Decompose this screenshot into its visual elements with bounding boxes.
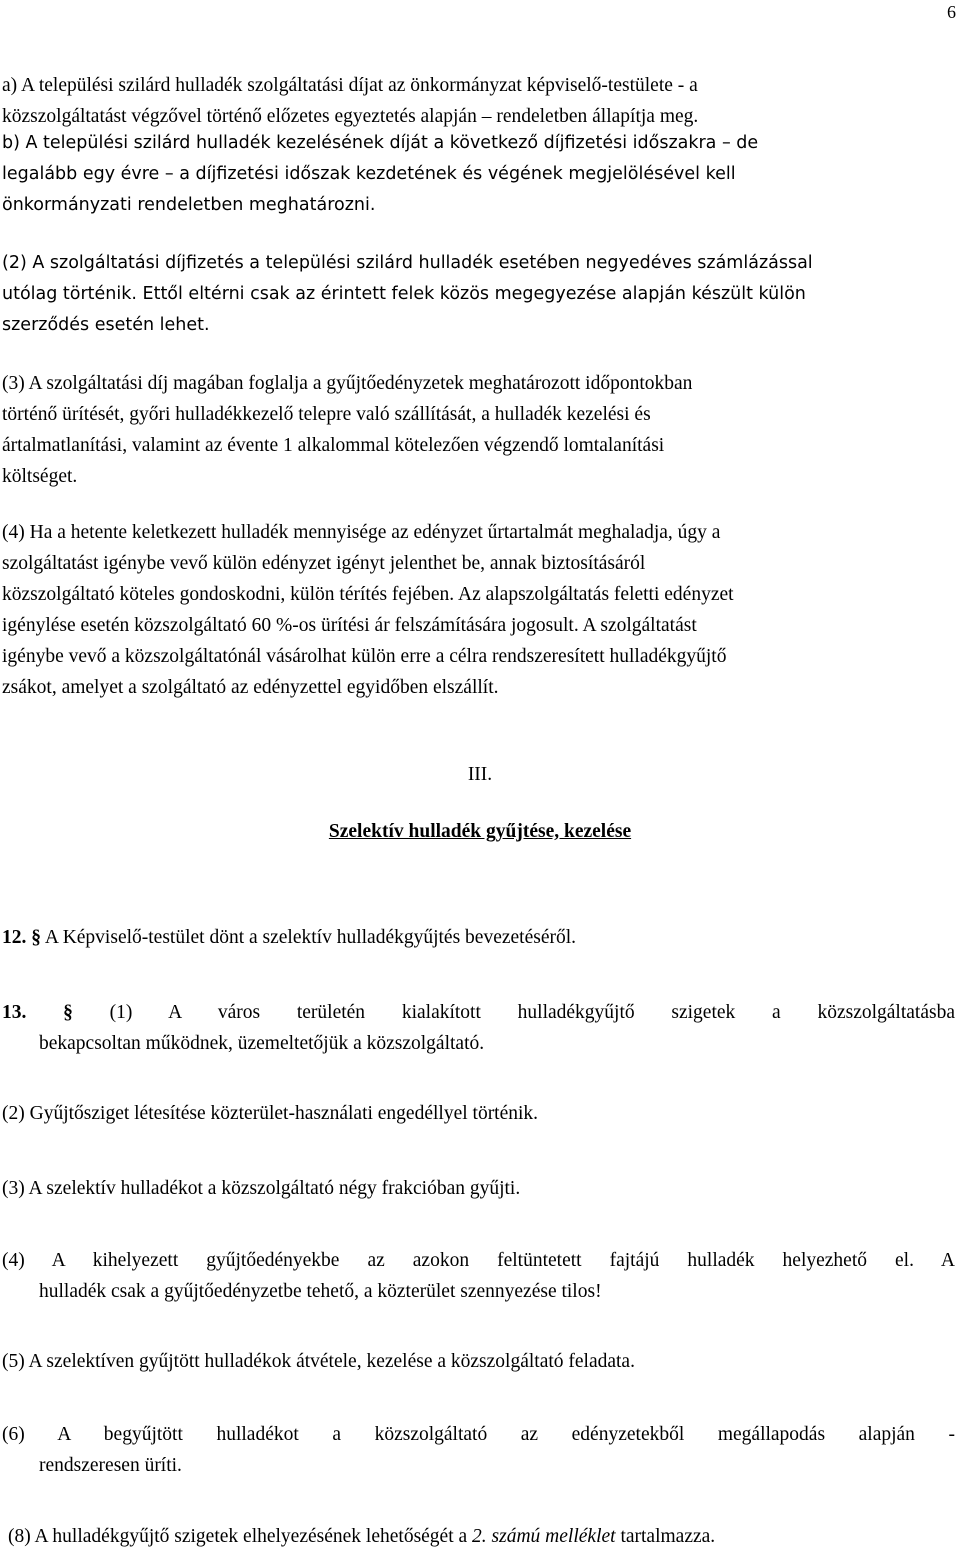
annex-reference: 2. számú melléklet (472, 1526, 616, 1547)
section-13-number: 13. (2, 1002, 27, 1023)
text-line (2, 997, 955, 1028)
section-13-5 (2, 1346, 955, 1377)
text-line (2, 922, 955, 953)
paragraph-b (2, 128, 955, 221)
text-line: szolgáltatást igénybe vevő külön edényzet igényt jelenthet be, annak biztosításáról (2, 553, 646, 574)
text-line: (2) Gyűjtősziget létesítése közterület-használati engedéllyel történik. (2, 1103, 539, 1124)
text-line: történő ürítését, győri hulladékkezelő telepre való szállítását, a hulladék kezelési és (2, 404, 651, 425)
section-13-8-text: (8) A hulladékgyűjtő szigetek elhelyezésének lehetőségét a (8, 1526, 473, 1547)
section-13-mark: § (63, 1002, 73, 1023)
section-13-3 (2, 1173, 955, 1204)
text-line: b) A települési szilárd hulladék kezelésének díját a következő díjfizetési időszakra – de (2, 133, 759, 153)
text-line: (4) Ha a hetente keletkezett hulladék mennyisége az edényzet űrtartalmát meghaladja, úgy a (2, 522, 721, 543)
text-line: közszolgáltatást végzővel történő előzetes egyeztetés alapján – rendeletben állapítja meg. (2, 106, 699, 127)
section-number: III. (467, 764, 493, 785)
section-13-text: (1) A város területén kialakított hulladékgyűjtő szigetek a közszolgáltatásba (109, 1002, 955, 1023)
section-12-mark: § (31, 927, 41, 948)
text-line: (2) A szolgáltatási díjfizetés a települési szilárd hulladék esetében negyedéves számlázással (2, 253, 813, 273)
section-13-2 (2, 1098, 955, 1129)
text-line: rendszeresen üríti. (39, 1455, 182, 1476)
paragraph-3 (2, 368, 955, 492)
text-line: utólag történik. Ettől eltérni csak az érintett felek közös megegyezése alapján készült külön (2, 284, 806, 304)
text-line: önkormányzati rendeletben meghatározni. (2, 195, 376, 215)
section-title (0, 816, 960, 847)
section-13-8 (8, 1521, 955, 1552)
text-line (8, 1521, 955, 1552)
text-line: igénybe vevő a közszolgáltatónál vásárolhat külön erre a célra rendszeresített hulladékgyűjtő (2, 646, 727, 667)
text-line: költséget. (2, 466, 78, 487)
section-12 (2, 922, 955, 953)
text-line: ártalmatlanítási, valamint az évente 1 alkalommal kötelezően végzendő lomtalanítási (2, 435, 665, 456)
text-line: (6) A begyűjtött hulladékot a közszolgáltató az edényzetekből megállapodás alapján - (2, 1424, 955, 1445)
section-13-8-tail: tartalmazza. (615, 1526, 716, 1547)
text-line: (5) A szelektíven gyűjtött hulladékok átvétele, kezelése a közszolgáltató feladata. (2, 1351, 635, 1372)
paragraph-2 (2, 248, 955, 341)
text-line: bekapcsoltan működnek, üzemeltetőjük a közszolgáltató. (39, 1033, 485, 1054)
paragraph-a (2, 70, 955, 132)
paragraph-4 (2, 517, 955, 703)
text-line: hulladék csak a gyűjtőedényzetbe tehető, a közterület szennyezése tilos! (39, 1281, 602, 1302)
text-line: szerződés esetén lehet. (2, 315, 210, 335)
text-line: zsákot, amelyet a szolgáltató az edényzettel egyidőben elszállít. (2, 677, 499, 698)
text-line: legalább egy évre – a díjfizetési időszak kezdetének és végének megjelölésével kell (2, 164, 736, 184)
text-line: (4) A kihelyezett gyűjtőedényekbe az azokon feltüntetett fajtájú hulladék helyezhető el. A (2, 1250, 955, 1271)
text-line: (3) A szelektív hulladékot a közszolgáltató négy frakcióban gyűjti. (2, 1178, 521, 1199)
section-13-4 (2, 1245, 955, 1307)
section-13 (2, 997, 955, 1059)
section-12-text: A Képviselő-testület dönt a szelektív hulladékgyűjtés bevezetéséről. (44, 927, 577, 948)
text-line: (3) A szolgáltatási díj magában foglalja a gyűjtőedényzetek meghatározott időpontokban (2, 373, 693, 394)
page-number: 6 (947, 2, 956, 22)
section-title-text: Szelektív hulladék gyűjtése, kezelése (328, 821, 632, 842)
text-line: igénylése esetén közszolgáltató 60 %-os ürítési ár felszámítására jogosult. A szolgáltatást (2, 615, 697, 636)
section-12-number: 12. (2, 927, 27, 948)
text-line: a) A települési szilárd hulladék szolgáltatási díjat az önkormányzat képviselő-testülete - a (2, 75, 698, 96)
section-13-6 (2, 1419, 955, 1481)
text-line: közszolgáltató köteles gondoskodni, külön térítés fejében. Az alapszolgáltatás feletti edényzet (2, 584, 734, 605)
